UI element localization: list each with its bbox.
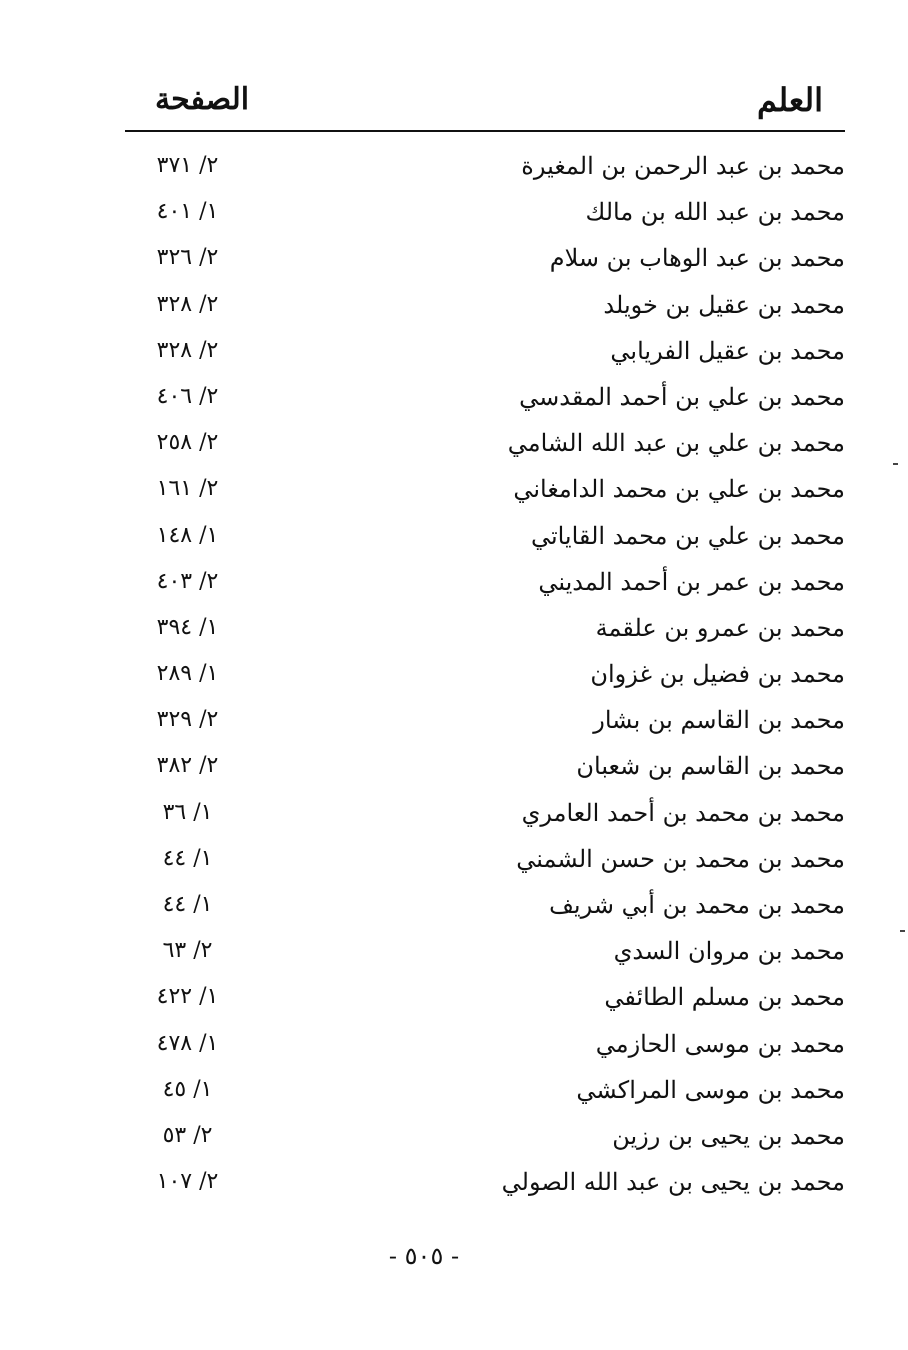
entry-page-ref: ١/ ٤٧٨ — [156, 1030, 219, 1056]
page-number: - ٥٠٥ - — [388, 1242, 460, 1270]
entry-name: محمد بن علي بن أحمد المقدسي — [519, 382, 845, 411]
index-entry — [125, 513, 845, 559]
entry-page-ref: ١/ ١٤٨ — [156, 522, 219, 548]
name-column-heading: العلم — [757, 81, 823, 119]
entry-page-ref: ٢/ ٣٢٨ — [156, 291, 219, 317]
index-entry — [125, 790, 845, 836]
index-entry — [125, 836, 845, 882]
entry-name: محمد بن عبد الرحمن بن المغيرة — [521, 152, 845, 180]
page-column-heading: الصفحة — [155, 82, 250, 117]
index-entry — [125, 466, 845, 512]
entry-page-ref: ٢/ ٣٢٦ — [156, 245, 219, 271]
entry-name: محمد بن مروان السدي — [613, 937, 845, 966]
entry-name: محمد بن فضيل بن غزوان — [590, 660, 845, 689]
index-entry — [125, 928, 845, 974]
entry-page-ref: ١/ ٤٠١ — [156, 199, 219, 225]
entry-page-ref: ٢/ ٣٢٨ — [156, 337, 219, 363]
index-entry — [125, 1067, 845, 1113]
entry-name: محمد بن موسى المراكشي — [576, 1075, 845, 1104]
index-entry — [125, 743, 845, 789]
entry-page-ref: ١/ ٢٨٩ — [156, 661, 219, 687]
index-entry — [125, 1159, 845, 1205]
entry-page-ref: ٢/ ٣٨٢ — [156, 753, 219, 779]
header-rule — [125, 130, 845, 132]
index-entry — [125, 328, 845, 374]
entry-page-ref: ١/ ٤٥ — [162, 1076, 213, 1102]
index-entry — [125, 651, 845, 697]
index-entry — [125, 143, 845, 189]
entry-name: محمد بن علي بن محمد الدامغاني — [513, 475, 845, 504]
entry-name: محمد بن محمد بن حسن الشمني — [516, 844, 845, 873]
entry-name: محمد بن علي بن محمد القاياتي — [530, 521, 845, 550]
index-entry — [125, 1021, 845, 1067]
entry-name: محمد بن محمد بن أحمد العامري — [521, 798, 845, 827]
index-entry — [125, 697, 845, 743]
index-header — [125, 78, 845, 122]
entry-name: محمد بن عبد الله بن مالك — [585, 198, 845, 227]
entry-page-ref: ١/ ٤٤ — [162, 845, 213, 871]
entry-page-ref: ٢/ ٤٠٣ — [156, 568, 219, 594]
entry-name: محمد بن القاسم بن بشار — [593, 706, 845, 735]
entry-page-ref: ٢/ ٢٥٨ — [156, 430, 219, 456]
index-entry — [125, 235, 845, 281]
entry-page-ref: ٢/ ٣٢٩ — [156, 707, 219, 733]
entry-name: محمد بن عمر بن أحمد المديني — [538, 567, 845, 596]
entry-name: محمد بن عبد الوهاب بن سلام — [549, 244, 845, 273]
entry-name: محمد بن مسلم الطائفي — [604, 983, 845, 1012]
entry-page-ref: ٢/ ٤٠٦ — [156, 383, 219, 409]
index-entry — [125, 282, 845, 328]
entry-name: محمد بن القاسم بن شعبان — [576, 752, 845, 781]
entry-name: محمد بن يحيى بن رزين — [612, 1121, 845, 1150]
entry-name: محمد بن عقيل بن خويلد — [603, 290, 845, 319]
index-entry — [125, 420, 845, 466]
index-entry — [125, 374, 845, 420]
index-entry — [125, 559, 845, 605]
index-entries — [125, 143, 845, 1205]
entry-name: محمد بن عمرو بن علقمة — [595, 613, 845, 642]
entry-page-ref: ٢/ ٦٣ — [162, 938, 213, 964]
entry-page-ref: ٢/ ١٦١ — [156, 476, 219, 502]
entry-page-ref: ١/ ٤٢٢ — [156, 984, 219, 1010]
entry-name: محمد بن محمد بن أبي شريف — [549, 891, 845, 919]
entry-page-ref: ٢/ ٣٧١ — [156, 153, 219, 178]
entry-name: محمد بن يحيى بن عبد الله الصولي — [501, 1168, 845, 1197]
index-entry — [125, 882, 845, 928]
entry-page-ref: ٢/ ٥٣ — [162, 1122, 213, 1148]
index-entry — [125, 605, 845, 651]
index-entry — [125, 189, 845, 235]
entry-page-ref: ٢/ ١٠٧ — [156, 1169, 219, 1195]
scan-speck — [900, 930, 905, 932]
scan-speck — [893, 463, 898, 465]
entry-name: محمد بن موسى الحازمي — [595, 1029, 845, 1058]
entry-page-ref: ١/ ٣٩٤ — [156, 614, 219, 640]
index-entry — [125, 1113, 845, 1159]
entry-page-ref: ١/ ٣٦ — [162, 799, 213, 825]
entry-page-ref: ١/ ٤٤ — [162, 892, 213, 917]
entry-name: محمد بن علي بن عبد الله الشامي — [507, 429, 845, 458]
index-entry — [125, 974, 845, 1020]
entry-name: محمد بن عقيل الفريابي — [610, 336, 845, 365]
